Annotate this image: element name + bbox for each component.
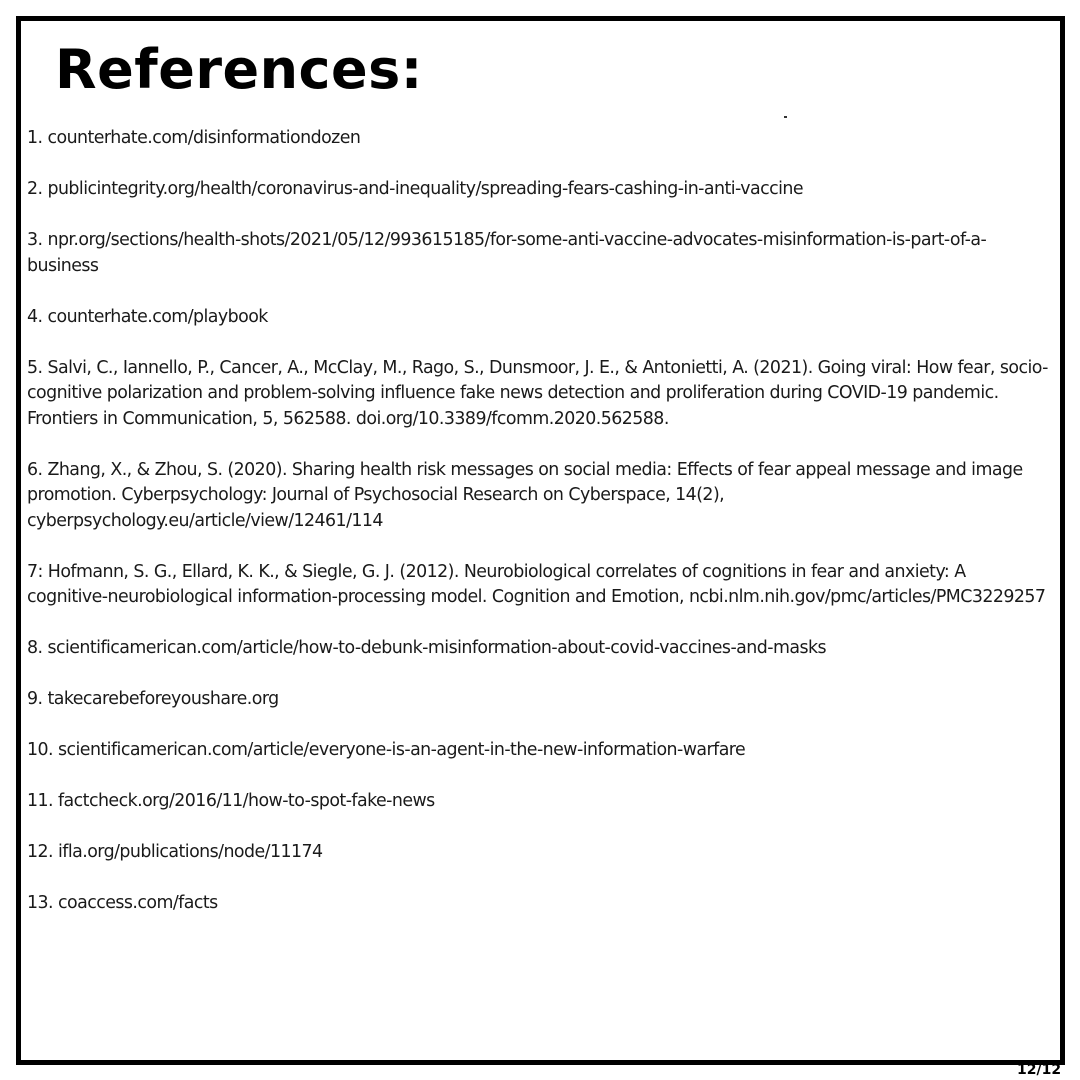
page-frame: [16, 16, 1065, 1065]
stray-dot-mark: [784, 116, 787, 118]
reference-item-7: 7: Hofmann, S. G., Ellard, K. K., & Siegle, G. J. (2012). Neurobiological correlates of cognitions in fear and anxiety: A cognitive-neurobiological information-processing model. Cognition and Emotion, ncbi.nlm.nih.gov/pmc/articles/PMC3229257: [27, 561, 1046, 607]
references-list: [27, 126, 1049, 942]
reference-item-10: 10. scientificamerican.com/article/everyone-is-an-agent-in-the-new-information-warfare: [27, 740, 746, 760]
reference-item-5: 5. Salvi, C., Iannello, P., Cancer, A., McClay, M., Rago, S., Dunsmoor, J. E., & Antonietti, A. (2021). Going viral: How fear, socio-cognitive polarization and problem-solving influence fake news detection and proliferation during COVID-19 pandemic. Frontiers in Communication, 5, 562588. doi.org/10.3389/fcomm.2020.562588.: [27, 357, 1048, 429]
page-number: 12/12: [1017, 1062, 1062, 1078]
reference-item-2: 2. publicintegrity.org/health/coronavirus-and-inequality/spreading-fears-cashing-in-anti-vaccine: [27, 179, 804, 199]
reference-item-6: 6. Zhang, X., & Zhou, S. (2020). Sharing health risk messages on social media: Effects of fear appeal message and image promotion. Cyberpsychology: Journal of Psychosocial Research on Cyberspace, 14(2), cyberpsychology.eu/article/view/12461/114: [27, 459, 1023, 531]
reference-item-3: 3. npr.org/sections/health-shots/2021/05/12/993615185/for-some-anti-vaccine-advocates-misinformation-is-part-of-a-business: [27, 230, 987, 276]
reference-item-9: 9. takecarebeforeyoushare.org: [27, 689, 279, 709]
reference-item-13: 13. coaccess.com/facts: [27, 893, 218, 913]
reference-item-11: 11. factcheck.org/2016/11/how-to-spot-fake-news: [27, 791, 435, 811]
reference-item-8: 8. scientificamerican.com/article/how-to-debunk-misinformation-about-covid-vaccines-and-masks: [27, 638, 826, 658]
reference-item-12: 12. ifla.org/publications/node/11174: [27, 842, 323, 862]
reference-item-4: 4. counterhate.com/playbook: [27, 306, 268, 327]
reference-item-1: 1. counterhate.com/disinformationdozen: [27, 128, 361, 148]
page-title: References:: [55, 38, 423, 101]
